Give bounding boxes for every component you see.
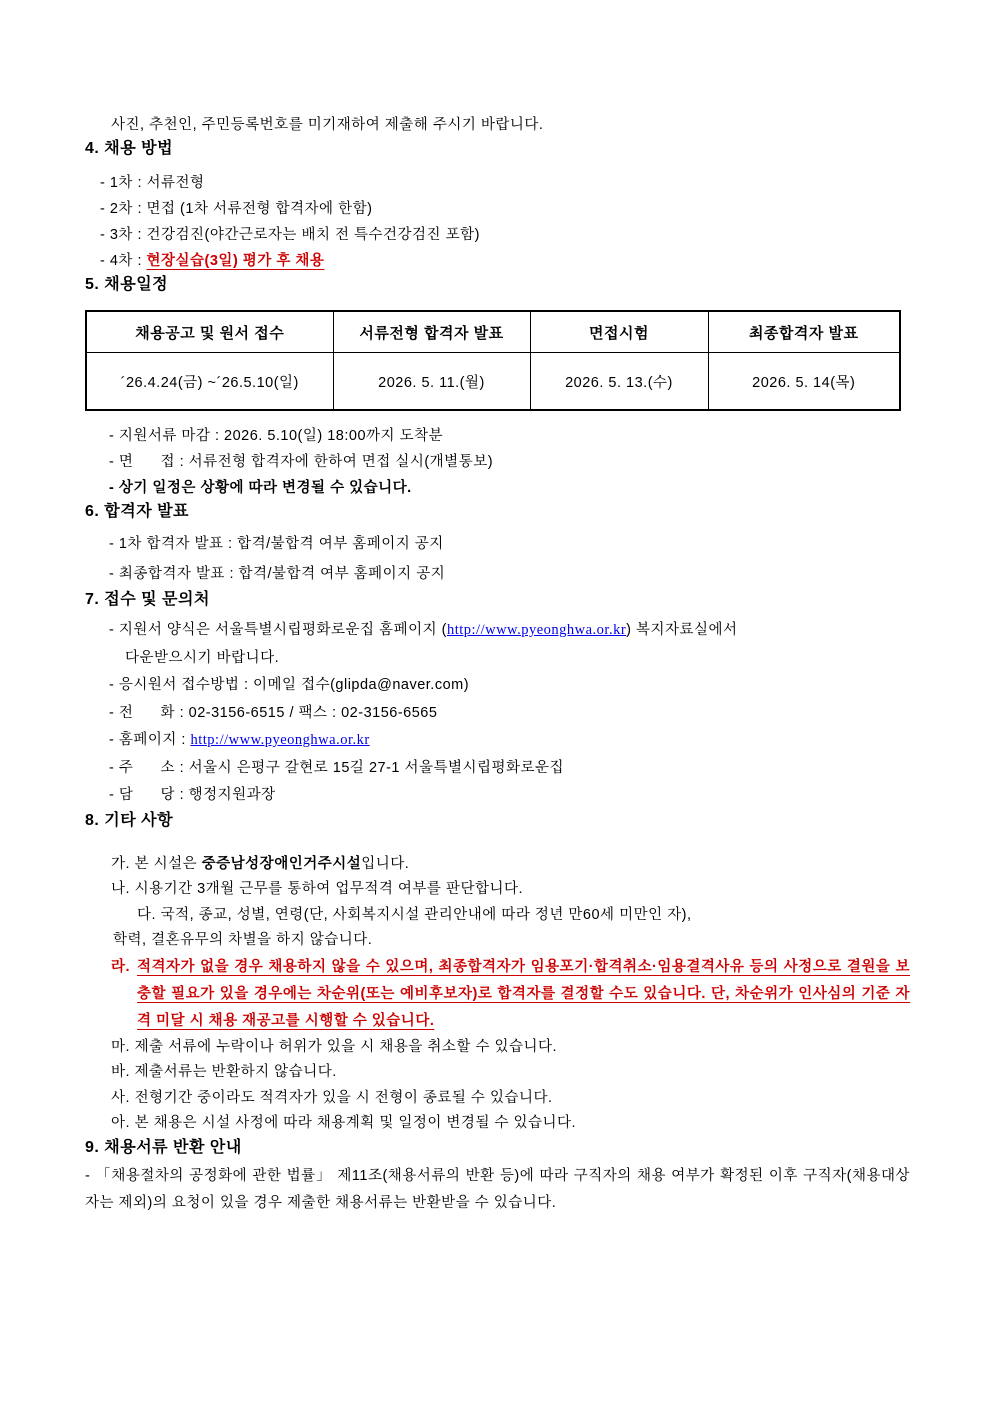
- schedule-cell-interview-date: 2026. 5. 13.(수): [530, 353, 708, 411]
- hiring-step-4-prefix: - 4차 :: [100, 253, 147, 269]
- etc-item-ba: 바. 제출서류는 반환하지 않습니다.: [111, 1064, 337, 1080]
- etc-item-ra-warning: [111, 954, 910, 1035]
- schedule-cell-doc-pass-date: 2026. 5. 11.(월): [333, 353, 530, 411]
- announce-final: - 최종합격자 발표 : 합격/불합격 여부 홈페이지 공지: [109, 566, 446, 582]
- schedule-header-row: [86, 311, 900, 353]
- section-5-notes: [85, 423, 910, 501]
- etc-item-na: 나. 시용기간 3개월 근무를 통하여 업무적격 여부를 판단합니다.: [111, 881, 523, 897]
- schedule-cell-final-date: 2026. 5. 14(목): [708, 353, 900, 411]
- contact-homepage-label: - 홈페이지 :: [109, 732, 191, 748]
- section-7-items: [85, 617, 910, 810]
- etc-item-sa: 사. 전형기간 중이라도 적격자가 있을 시 전형이 종료될 수 있습니다.: [111, 1089, 553, 1106]
- schedule-header-apply: 채용공고 및 원서 접수: [86, 311, 333, 353]
- etc-item-da-line2: 학력, 결혼유무의 차별을 하지 않습니다.: [113, 932, 373, 948]
- announce-first-round: - 1차 합격자 발표 : 합격/불합격 여부 홈페이지 공지: [109, 536, 444, 552]
- hiring-step-1: - 1차 : 서류전형: [100, 175, 205, 191]
- schedule-cell-apply-period: ´26.4.24(금) ~´26.5.10(일): [86, 353, 333, 411]
- facility-type-bold: 중증남성장애인거주시설: [201, 855, 362, 872]
- section-6-title: 6. 합격자 발표: [85, 503, 190, 520]
- section-8-items: [85, 852, 910, 1137]
- etc-item-ra-text: 적격자가 없을 경우 채용하지 않을 수 있으며, 최종합격자가 임용포기·합격취소·임용결격사유 등의 사정으로 결원을 보충할 필요가 있을 경우에는 차순위(또는 예비후보자)로 합격자를 결정할 수도 있습니다. 단, 차순위가 인사심의 기준 자격 미달 시 채용 재공고를 시행할 수 있습니다.: [137, 958, 910, 1029]
- etc-item-ga-post: 입니다.: [361, 855, 410, 872]
- contact-form-post: ) 복지자료실에서: [626, 622, 738, 638]
- schedule-table: [85, 310, 901, 411]
- hiring-step-3: - 3차 : 건강검진(야간근로자는 배치 전 특수건강검진 포함): [100, 227, 480, 243]
- section-9-body: - 「채용절차의 공정화에 관한 법률」 제11조(채용서류의 반환 등)에 따라 구직자의 채용 여부가 확정된 이후 구직자(채용대상자는 제외)의 요청이 있을 경우 제출한 채용서류는 반환받을 수 있습니다.: [85, 1167, 910, 1211]
- hiring-step-2: - 2차 : 면접 (1차 서류전형 합격자에 한함): [100, 201, 373, 217]
- schedule-note-change: - 상기 일정은 상황에 따라 변경될 수 있습니다.: [109, 480, 412, 496]
- hiring-step-4-highlight: 현장실습(3일) 평가 후 채용: [146, 253, 325, 269]
- schedule-header-final: 최종합격자 발표: [708, 311, 900, 353]
- section-7-title: 7. 접수 및 문의처: [85, 591, 210, 608]
- contact-apply-method: - 응시원서 접수방법 : 이메일 접수(glipda@naver.com): [109, 677, 470, 693]
- etc-item-da: [111, 903, 910, 954]
- schedule-header-interview: 면접시험: [530, 311, 708, 353]
- contact-form-download: [109, 617, 910, 645]
- etc-item-ga-pre: 가. 본 시설은: [111, 855, 202, 872]
- homepage-link-2[interactable]: http://www.pyeonghwa.or.kr: [190, 732, 370, 748]
- etc-item-da-line1: 다. 국적, 종교, 성별, 연령(단, 사회복지시설 관리안내에 따라 정년 만60세 미만인 자),: [137, 906, 692, 923]
- schedule-header-doc-pass: 서류전형 합격자 발표: [333, 311, 530, 353]
- contact-person: - 담 당 : 행정지원과장: [109, 787, 276, 803]
- etc-item-ah: 아. 본 채용은 시설 사정에 따라 채용계획 및 일정이 변경될 수 있습니다.: [111, 1115, 577, 1131]
- etc-item-ra-label: 라.: [111, 958, 131, 975]
- section-8-title: 8. 기타 사항: [85, 811, 174, 829]
- section-6-items: [85, 529, 910, 589]
- section-4-items: [85, 170, 910, 274]
- section-5-title: 5. 채용일정: [85, 276, 169, 293]
- contact-phone: - 전 화 : 02-3156-6515 / 팩스 : 02-3156-6565: [109, 704, 438, 721]
- contact-form-pre: - 지원서 양식은 서울특별시립평화로운집 홈페이지 (: [109, 622, 447, 638]
- schedule-data-row: [86, 353, 900, 411]
- schedule-note-interview: - 면 접 : 서류전형 합격자에 한하여 면접 실시(개별통보): [109, 454, 494, 470]
- hiring-step-4: [100, 248, 910, 274]
- etc-item-ma: 마. 제출 서류에 누락이나 허위가 있을 시 채용을 취소할 수 있습니다.: [111, 1038, 558, 1055]
- section-4-title: 4. 채용 방법: [85, 140, 174, 157]
- contact-homepage: [109, 727, 910, 755]
- homepage-link[interactable]: http://www.pyeonghwa.or.kr: [446, 622, 627, 638]
- intro-note: 사진, 추천인, 주민등록번호를 미기재하여 제출해 주시기 바랍니다.: [111, 117, 544, 133]
- schedule-note-deadline: - 지원서류 마감 : 2026. 5.10(일) 18:00까지 도착분: [109, 428, 444, 444]
- etc-item-ga: [111, 852, 910, 878]
- section-9-title: 9. 채용서류 반환 안내: [85, 1138, 242, 1156]
- contact-form-download-line2: 다운받으시기 바랍니다.: [125, 649, 280, 666]
- contact-address: - 주 소 : 서울시 은평구 갈현로 15길 27-1 서울특별시립평화로운집: [109, 759, 565, 776]
